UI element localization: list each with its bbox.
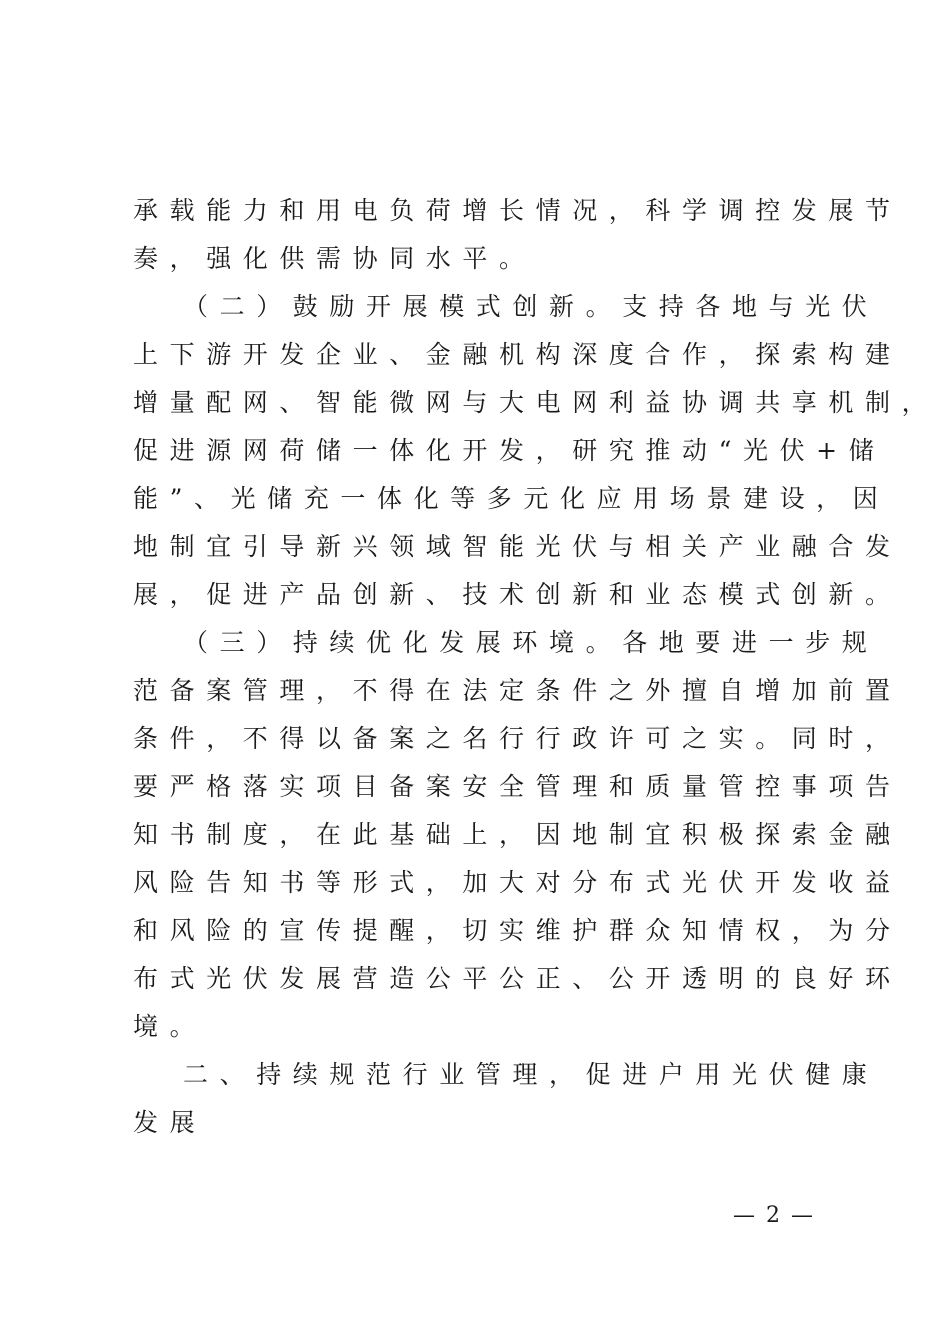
body-text-line: 条件，不得以备案之名行行政许可之实。同时， (133, 724, 902, 753)
body-text-line: 能”、光储充一体化等多元化应用场景建设，因 (133, 484, 890, 513)
chapter-heading: 二、持续规范行业管理，促进户用光伏健康 (183, 1060, 879, 1089)
body-text-line: 上下游开发企业、金融机构深度合作，探索构建 (133, 340, 902, 369)
section-heading-2: （二）鼓励开展模式创新。支持各地与光伏 (183, 292, 879, 321)
body-text-line: 奏，强化供需协同水平。 (133, 244, 536, 273)
body-text-line: 承载能力和用电负荷增长情况，科学调控发展节 (133, 196, 902, 225)
body-text-line: 和风险的宣传提醒，切实维护群众知情权，为分 (133, 916, 902, 945)
body-text-line: 范备案管理，不得在法定条件之外擅自增加前置 (133, 676, 902, 705)
body-text-line: 增量配网、智能微网与大电网利益协调共享机制， (133, 388, 939, 417)
body-text-line: 要严格落实项目备案安全管理和质量管控事项告 (133, 772, 902, 801)
page-number: — 2 — (733, 1203, 815, 1228)
body-text-line: 地制宜引导新兴领域智能光伏与相关产业融合发 (133, 532, 902, 561)
body-text-line: 知书制度，在此基础上，因地制宜积极探索金融 (133, 820, 902, 849)
body-text-line: 布式光伏发展营造公平公正、公开透明的良好环 (133, 964, 902, 993)
body-text-line: 促进源网荷储一体化开发，研究推动“光伏+储 (133, 436, 886, 465)
chapter-heading-continued: 发展 (133, 1108, 207, 1137)
body-text-line: 展，促进产品创新、技术创新和业态模式创新。 (133, 580, 902, 609)
section-heading-3: （三）持续优化发展环境。各地要进一步规 (183, 628, 879, 657)
body-text-line: 境。 (133, 1012, 207, 1041)
body-text-line: 风险告知书等形式，加大对分布式光伏开发收益 (133, 868, 902, 897)
